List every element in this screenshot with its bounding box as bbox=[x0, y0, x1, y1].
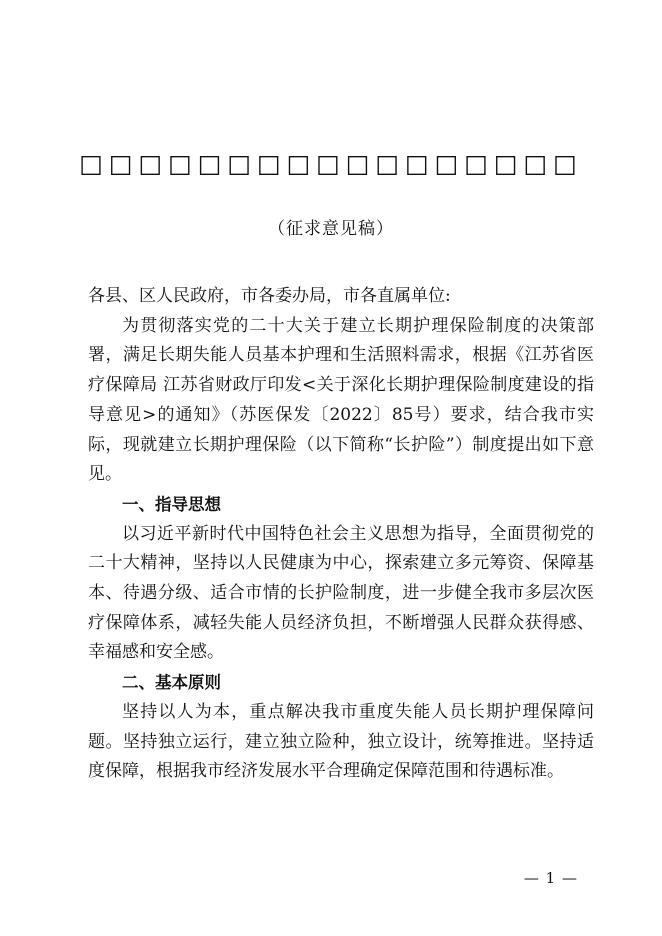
section-heading-guiding-ideology: 一、指导思想 bbox=[122, 494, 221, 514]
section-text-basic-principles: 坚持以人为本，重点解决我市重度失能人员长期护理保障问题。坚持独立运行，建立独立险种，独立设计，统筹推进。坚持适度保障，根据我市经济发展水平合理确定保障范围和待遇标准。 bbox=[88, 701, 594, 782]
document-subtitle: （征求意见稿） bbox=[268, 219, 394, 239]
section-heading-basic-principles: 二、基本原则 bbox=[122, 673, 221, 693]
intro-paragraph: 为贯彻落实党的二十大关于建立长期护理保险制度的决策部署，满足长期失能人员基本护理和生活照料需求，根据《江苏省医疗保障局 江苏省财政厅印发<关于深化长期护理保险制度建设的指导意见>的通知》（苏医保发〔2022〕85号）要求，结合我市实际，现就建立长期护理保险（以下简称“长护险”）制度提出如下意见。 bbox=[88, 315, 594, 485]
page-number: — 1 — bbox=[523, 869, 578, 887]
document-body bbox=[88, 282, 594, 787]
document-title: □□□□□□□□□□□□□□□□□ bbox=[79, 149, 583, 178]
section-text-guiding-ideology: 以习近平新时代中国特色社会主义思想为指导，全面贯彻党的二十大精神，坚持以人民健康为中心，探索建立多元筹资、保障基本、待遇分级、适合市情的长护险制度，进一步健全我市多层次医疗保障体系，减轻失能人员经济负担，不断增强人民群众获得感、幸福感和安全感。 bbox=[88, 523, 594, 663]
addressee-line: 各县、区人民政府，市各委办局，市各直属单位: bbox=[88, 286, 451, 306]
